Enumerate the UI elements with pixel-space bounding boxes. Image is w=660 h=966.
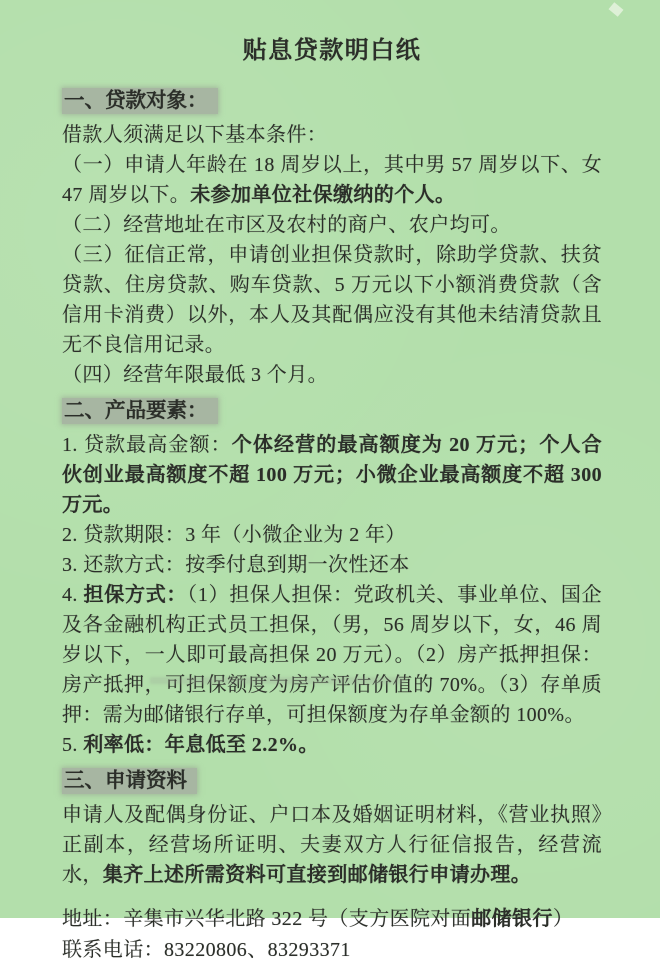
- scan-artifact-band: [150, 677, 405, 684]
- text-segment-bold: 利率低：年息低至 2.2%。: [83, 734, 319, 756]
- text-segment-bold: 担保方式：: [83, 584, 188, 606]
- section-1-item-3: （三）征信正常，申请创业担保贷款时，除助学贷款、扶贫贷款、住房贷款、购车贷款、5 万元以下小额消费贷款（含信用卡消费）以外，本人及其配偶应没有其他未结清贷款且无不良信用记录。: [62, 244, 602, 356]
- footer-address: [62, 904, 602, 935]
- section-2-item-1: [62, 430, 602, 520]
- section-1-heading: 一、贷款对象：: [62, 88, 218, 114]
- section-2-item-5: [62, 730, 602, 760]
- text-segment: 4.: [62, 584, 84, 606]
- text-segment: ）: [552, 908, 574, 930]
- section-3-body: [62, 800, 602, 890]
- text-segment: 5.: [62, 734, 84, 756]
- section-2-item-4: [62, 580, 602, 730]
- text-segment-bold: 集齐上述所需资料可直接到邮储银行申请办理。: [102, 864, 532, 886]
- section-1-heading-row: [62, 84, 602, 118]
- text-segment: 地址：辛集市兴华北路 322 号（支方医院对面: [62, 908, 472, 930]
- section-3-heading-row: [62, 764, 602, 798]
- section-1-item-2: （二）经营地址在市区及农村的商户、农户均可。: [62, 214, 511, 236]
- text-segment: 申请人及配偶身份证、户口本及婚姻证明材料，《营业执照》正副本，经营场所证明、夫妻双方人行征信报告，经营流水，: [62, 804, 602, 886]
- text-segment: （1）担保人担保：党政机关、事业单位、国企及各金融机构正式员工担保，（男，56 周岁以下，女，46 周岁以下，一人即可最高担保 20 万元）。（2）房产抵押担保：房产抵押，可担保额度为房产评估价值的 70%。（3）存单质押：需为邮储银行存单，可担保额度为存单金额的 100%。: [62, 584, 603, 726]
- footer-phone: 联系电话：83220806、83293371: [62, 939, 351, 961]
- scan-artifact-speck: [609, 2, 624, 17]
- section-1-item-1: [62, 150, 602, 210]
- text-segment-bold: 未参加单位社保缴纳的个人。: [190, 184, 456, 206]
- section-2-heading: 二、产品要素：: [62, 398, 218, 424]
- section-3-heading: 三、申请资料: [62, 768, 197, 794]
- text-segment-bold: 个体经营的最高额度为 20 万元；个人合伙创业最高额度不超 100 万元；小微企业最高额度不超 300 万元。: [62, 434, 603, 516]
- footer: [62, 904, 602, 966]
- section-2-item-3: 3. 还款方式：按季付息到期一次性还本: [62, 554, 410, 576]
- text-segment-bold: 邮储银行: [471, 908, 553, 930]
- section-1-intro: 借款人须满足以下基本条件：: [62, 124, 328, 146]
- section-1-item-4: （四）经营年限最低 3 个月。: [62, 364, 328, 386]
- section-2-item-2: 2. 贷款期限：3 年（小微企业为 2 年）: [62, 524, 406, 546]
- section-2-heading-row: [62, 394, 602, 428]
- text-segment: 1. 贷款最高金额：: [62, 434, 232, 456]
- text-segment: （一）申请人年龄在 18 周岁以上，其中男 57 周岁以下、女 47 周岁以下。: [62, 154, 602, 206]
- document-title: 贴息贷款明白纸: [242, 38, 422, 64]
